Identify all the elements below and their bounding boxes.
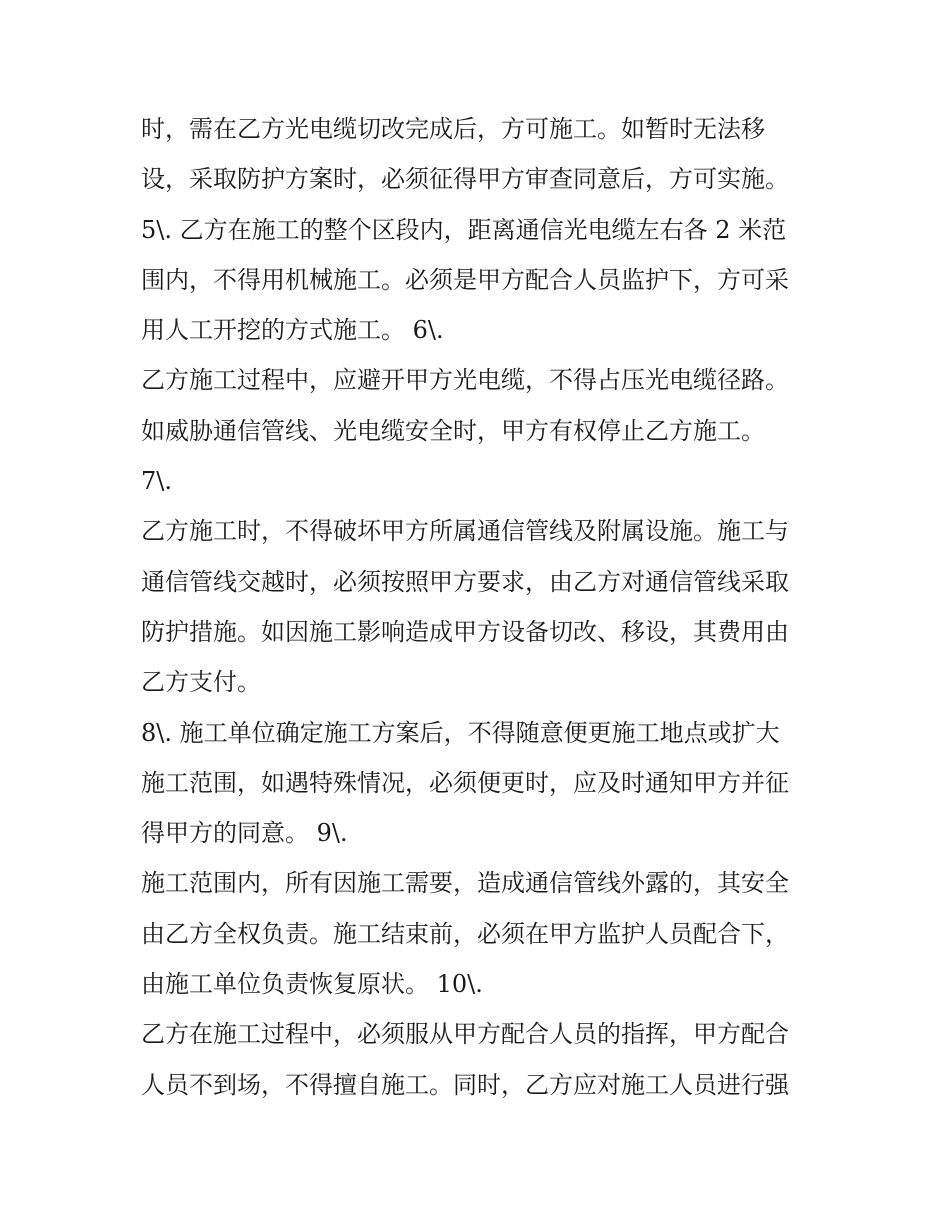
text-line: 由施工单位负责恢复原状。 10\. [141, 970, 483, 999]
text-line: 如威胁通信管线、光电缆安全时，甲方有权停止乙方施工。 [141, 416, 765, 445]
text-line: 通信管线交越时，必须按照甲方要求，由乙方对通信管线采取 [141, 567, 789, 596]
text-line: 围内，不得用机械施工。必须是甲方配合人员监护下，方可采 [141, 265, 789, 294]
text-line: 8\. 施工单位确定施工方案后，不得随意便更施工地点或扩大 [141, 718, 780, 747]
text-line: 由乙方全权负责。施工结束前，必须在甲方监护人员配合下， [141, 919, 789, 948]
text-line: 防护措施。如因施工影响造成甲方设备切改、移设，其费用由 [141, 617, 789, 646]
text-line: 乙方施工时，不得破坏甲方所属通信管线及附属设施。施工与 [141, 517, 789, 546]
text-line: 设，采取防护方案时，必须征得甲方审查同意后，方可实施。 [141, 165, 789, 194]
text-line: 用人工开挖的方式施工。 6\. [141, 316, 444, 345]
text-line: 得甲方的同意。 9\. [141, 819, 348, 848]
text-line: 施工范围内，所有因施工需要，造成通信管线外露的，其安全 [141, 869, 789, 898]
text-line: 时，需在乙方光电缆切改完成后，方可施工。如暂时无法移 [141, 115, 765, 143]
text-line: 施工范围，如遇特殊情况，必须便更时，应及时通知甲方并征 [141, 768, 789, 797]
text-line: 乙方施工过程中，应避开甲方光电缆，不得占压光电缆径路。 [141, 366, 789, 395]
text-line: 人员不到场，不得擅自施工。同时，乙方应对施工人员进行强 [141, 1070, 789, 1099]
text-line: 乙方在施工过程中，必须服从甲方配合人员的指挥，甲方配合 [141, 1020, 789, 1049]
text-line: 乙方支付。 [141, 668, 261, 697]
document-body [141, 104, 821, 1110]
text-line: 5\. 乙方在施工的整个区段内，距离通信光电缆左右各 2 米范 [141, 215, 787, 244]
text-line: 7\. [141, 467, 172, 496]
